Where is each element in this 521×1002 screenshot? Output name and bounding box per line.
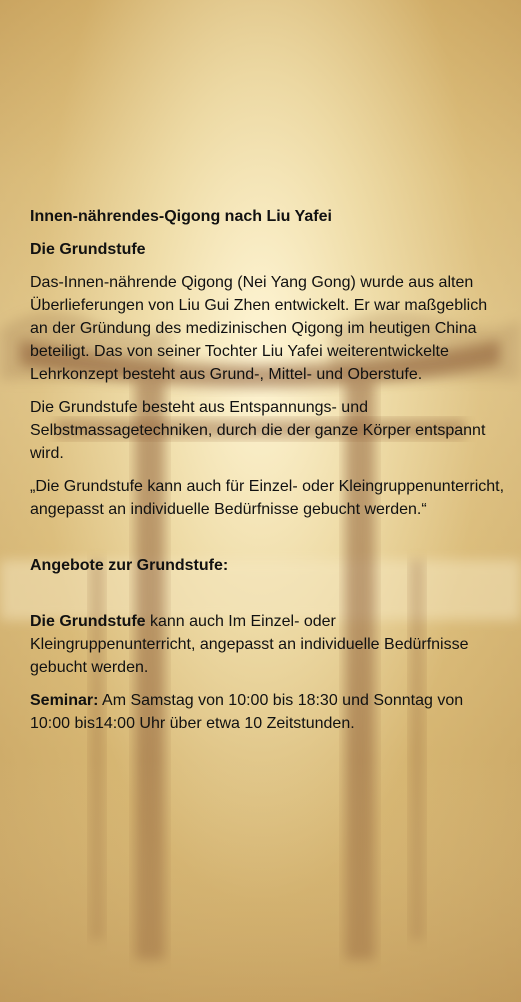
article (30, 205, 505, 745)
article-title: Innen-nährendes-Qigong nach Liu Yafei (30, 208, 332, 225)
offer-seminar-label: Seminar: (30, 692, 99, 709)
article-subtitle: Die Grundstufe (30, 241, 146, 258)
intro-paragraph: Das-Innen-nährende Qigong (Nei Yang Gong) wurde aus alten Überlieferungen von Liu Gui Zhen entwickelt. Er war maßgeblich an der Gründung des medizinischen Qigong im heutigen China beteiligt. Das von seiner Tochter Liu Yafei weiterentwickelte Lehrkonzept besteht aus Grund-, Mittel- und Oberstufe. (30, 274, 488, 383)
offer-grundstufe (30, 610, 505, 679)
offers-heading: Angebote zur Grundstufe: (30, 557, 229, 574)
spacer (30, 531, 505, 554)
quote-paragraph: „Die Grundstufe kann auch für Einzel- oder Kleingruppenunterricht, angepasst an individuelle Bedürfnisse gebucht werden.“ (30, 478, 505, 518)
offer-grundstufe-label: Die Grundstufe (30, 613, 146, 630)
description-paragraph: Die Grundstufe besteht aus Entspannungs- und Selbstmassagetechniken, durch die der ganze Körper entspannt wird. (30, 399, 486, 462)
offer-seminar-text: Am Samstag von 10:00 bis 18:30 und Sonntag von 10:00 bis14:00 Uhr über etwa 10 Zeitstunden. (30, 692, 464, 732)
spacer (30, 587, 505, 610)
offer-seminar (30, 689, 505, 735)
offer-grundstufe-text: kann auch Im Einzel- oder Kleingruppenunterricht, angepasst an individuelle Bedürfnisse gebucht werden. (30, 613, 469, 676)
